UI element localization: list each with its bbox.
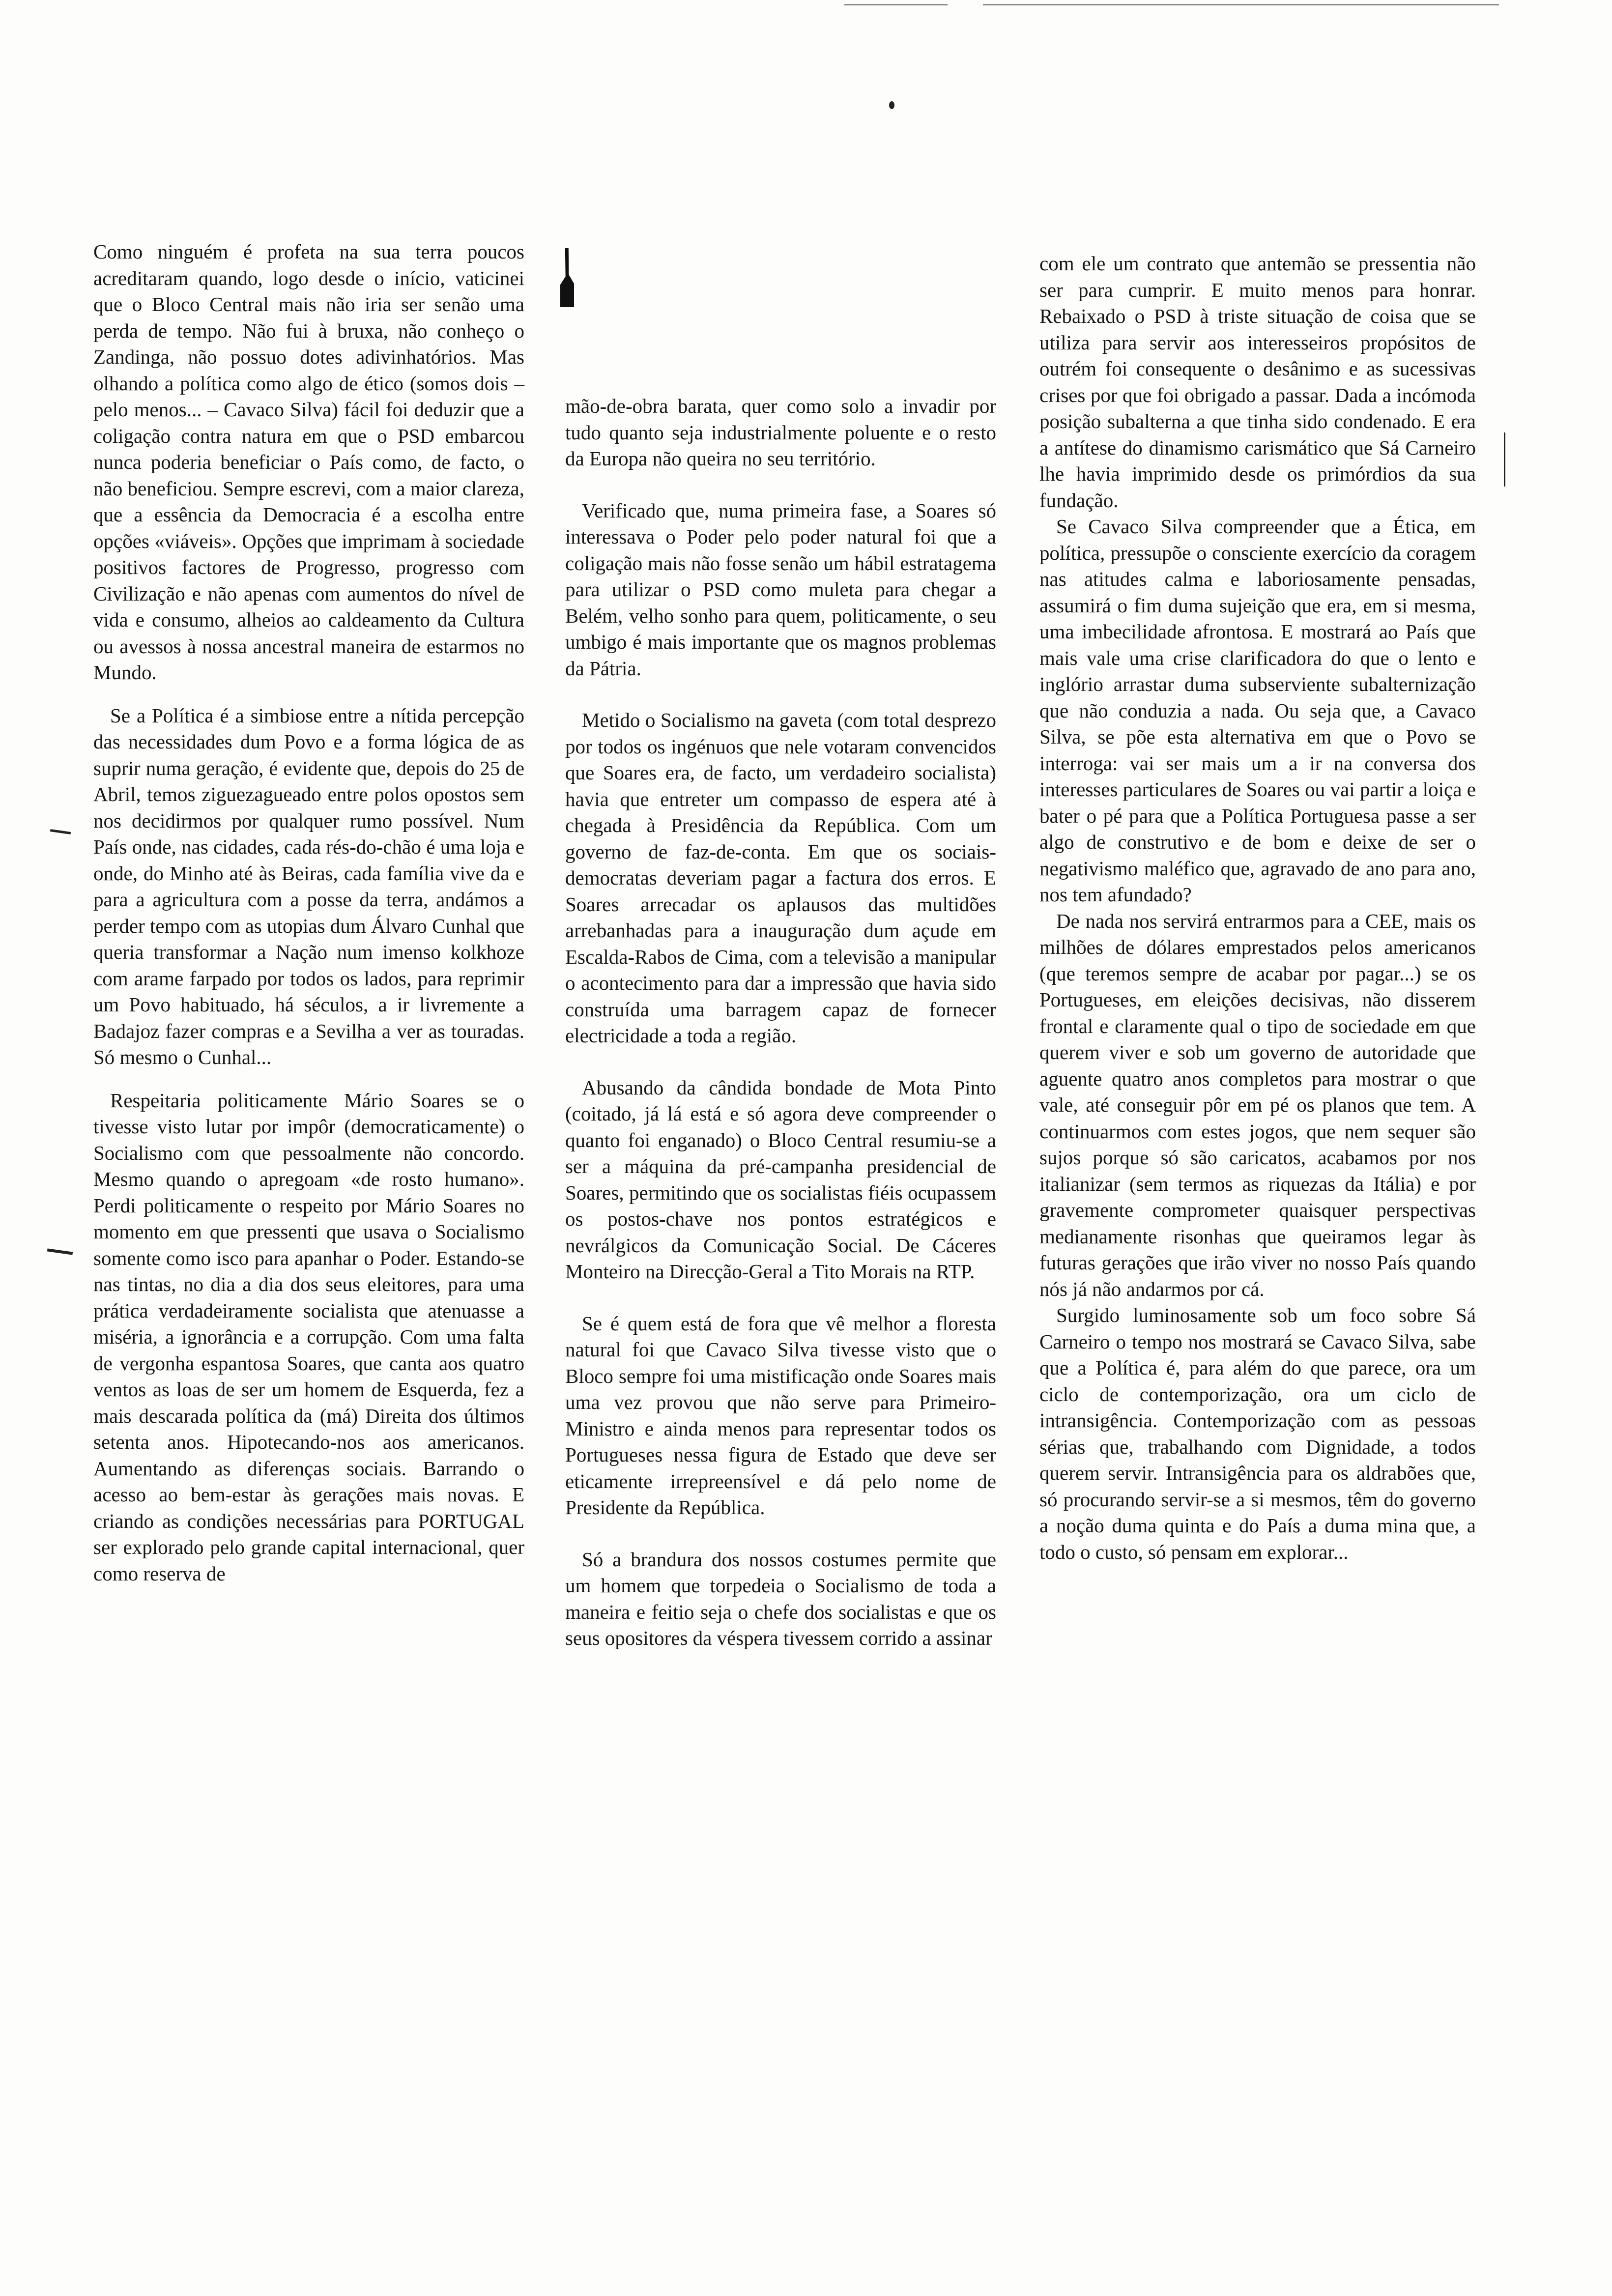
paragraph: Verificado que, numa primeira fase, a Soares só interessava o Poder pelo poder natural foi que a coligação mais não fosse senão um hábil estratagema para utilizar o PSD como muleta para chegar a Belém, velho sonho para quem, politicamente, o seu umbigo é mais importante que os magnos problemas da Pátria. bbox=[565, 499, 996, 680]
paragraph: Metido o Socialismo na gaveta (com total desprezo por todos os ingénuos que nele votaram convencidos que Soares era, de facto, um verdadeiro socialista) havia que entreter um compasso de espera até à chegada à Presidência da República. Com um governo de faz-de-conta. Em que os sociais-democratas deveriam pagar a factura dos erros. E Soares arrecadar os aplausos das multidões arrebanhadas para a inauguração dum açude em Escalda-Rabos de Cima, com a televisão a manipular o acontecimento para dar a impressão que havia sido construída uma barragem capaz de fornecer electricidade a toda a região. bbox=[565, 709, 996, 1047]
article-column-2 bbox=[565, 393, 996, 1652]
paragraph: Como ninguém é profeta na sua terra poucos acreditaram quando, logo desde o início, vaticinei que o Bloco Central mais não iria ser senão uma perda de tempo. Não fui à bruxa, não conheço o Zandinga, não possuo dotes adivinhatórios. Mas olhando a política como algo de ético (somos dois – pelo menos... – Cavaco Silva) fácil foi deduzir que a coligação contra natura em que o PSD embarcou nunca poderia beneficiar o País como, de facto, o não beneficiou. Sempre escrevi, com a maior clareza, que a essência da Democracia é a escolha entre opções «viáveis». Opções que imprimam à sociedade positivos factores de Progresso, progresso com Civilização e não apenas com aumentos do nível de vida e consumo, alheios ao caldeamento da Cultura ou avessos à nossa ancestral maneira de estarmos no Mundo. bbox=[93, 240, 524, 684]
margin-tick bbox=[47, 1248, 73, 1255]
paragraph: Abusando da cândida bondade de Mota Pinto (coitado, já lá está e só agora deve compreender o quanto foi enganado) o Bloco Central resumiu-se a ser a máquina da pré-campanha presidencial de Soares, permitindo que os socialistas fiéis ocupassem os postos-chave nos pontos estratégicos e nevrálgicos da Comunicação Social. De Cáceres Monteiro na Direcção-Geral a Tito Morais na RTP. bbox=[565, 1076, 996, 1283]
paragraph: Surgido luminosamente sob um foco sobre Sá Carneiro o tempo nos mostrará se Cavaco Silva, sabe que a Política é, para além do que parece, ora um ciclo de contemporização, ora um ciclo de intransigência. Contemporização com as pessoas sérias que, trabalhando com Dignidade, a todos querem servir. Intransigência para os aldrabões que, só procurando servir-se a si mesmos, têm do governo a noção duma quinta e do País a duma mina que, a todo o custo, só pensam em explorar... bbox=[1039, 1304, 1476, 1563]
margin-bar bbox=[1504, 432, 1505, 487]
scan-top-line bbox=[844, 4, 948, 5]
article-column-3 bbox=[1039, 251, 1476, 1565]
paragraph: De nada nos servirá entrarmos para a CEE, mais os milhões de dólares emprestados pelos americanos (que teremos sempre de acabar por pagar...) se os Portugueses, em eleições decisivas, não disserem frontal e claramente qual o tipo de sociedade em que querem viver e sob um governo de autoridade que aguente quatro anos completos para mostrar o que vale, até conseguir pôr em pé os planos que tem. A continuarmos com estes jogos, que nem sequer são sujos porque só são caricatos, acabamos por nos italianizar (sem termos as riquezas da Itália) e por gravemente comprometer quaisquer perspectivas medianamente risonhas que queiramos legar às futuras gerações que irão viver no nosso País quando nós já não andarmos por cá. bbox=[1039, 909, 1476, 1300]
paragraph: com ele um contrato que antemão se pressentia não ser para cumprir. E muito menos para honrar. Rebaixado o PSD à triste situação de coisa que se utiliza para servir aos interesseiros propósitos de outrém foi consequente o desânimo e as sucessivas crises por que foi obrigado a passar. Dada a incómoda posição subalterna a que tinha sido condenado. E era a antítese do dinamismo carismático que Sá Carneiro lhe havia imprimido desde os primórdios da sua fundação. bbox=[1039, 252, 1476, 512]
paragraph: Se a Política é a simbiose entre a nítida percepção das necessidades dum Povo e a forma lógica de as suprir numa geração, é evidente que, depois do 25 de Abril, temos ziguezagueado entre polos opostos sem nos decidirmos por qualquer rumo possível. Num País onde, nas cidades, cada rés-do-chão é uma loja e onde, do Minho até às Beiras, cada família vive da e para a agricultura com a posse da terra, andámos a perder tempo com as utopias dum Álvaro Cunhal que queria transformar a Nação num imenso kolkhoze com arame farpado por todos os lados, para reprimir um Povo habituado, há séculos, a ir livremente a Badajoz fazer compras e a Sevilha a ver as touradas. Só mesmo o Cunhal... bbox=[93, 704, 524, 1068]
margin-tick bbox=[50, 829, 71, 834]
scan-top-line bbox=[983, 4, 1499, 5]
column-marker-glyph bbox=[560, 248, 574, 307]
paragraph: mão-de-obra barata, quer como solo a invadir por tudo quanto seja industrialmente poluente e o resto da Europa não queira no seu território. bbox=[565, 395, 996, 470]
paragraph: Se é quem está de fora que vê melhor a floresta natural foi que Cavaco Silva tivesse visto que o Bloco sempre foi uma mistificação onde Soares mais uma vez provou que não serve para Primeiro-Ministro e ainda menos para representar todos os Portugueses nessa figura de Estado que deve ser eticamente irrepreensível e dá pelo nome de Presidente da República. bbox=[565, 1312, 996, 1519]
scan-dot bbox=[889, 101, 894, 109]
paragraph: Respeitaria politicamente Mário Soares se o tivesse visto lutar por impôr (democraticamente) o Socialismo com que pessoalmente não concordo. Mesmo quando o apregoam «de rosto humano». Perdi politicamente o respeito por Mário Soares no momento em que pressenti que usava o Socialismo somente como isco para apanhar o Poder. Estando-se nas tintas, no dia a dia dos seus eleitores, para uma prática verdadeiramente socialista que atenuasse a miséria, a ignorância e a corrupção. Com uma falta de vergonha espantosa Soares, que canta aos quatro ventos as loas de ser um homem de Esquerda, fez a mais descarada política da (má) Direita dos últimos setenta anos. Hipotecando-nos aos americanos. Aumentando as diferenças sociais. Barrando o acesso ao bem-estar às gerações mais novas. E criando as condições necessárias para PORTUGAL ser explorado pelo grande capital internacional, quer como reserva de bbox=[93, 1089, 524, 1585]
paragraph: Se Cavaco Silva compreender que a Ética, em política, pressupõe o consciente exercício da coragem nas atitudes calma e laboriosamente pensadas, assumirá o fim duma sujeição que era, em si mesma, uma imbecilidade afrontosa. E mostrará ao País que mais vale uma crise clarificadora do que o lento e inglório arrastar duma subserviente subalternização que não conduzia a nada. Ou seja que, a Cavaco Silva, se põe esta alternativa em que o Povo se interroga: vai ser mais um a ir na conversa dos interesses particulares de Soares ou vai partir a loiça e bater o pé para que a Política Portuguesa passe a ser algo de construtivo e de bom e deixe de ser o negativismo maléfico que, agravado de ano para ano, nos tem afundado? bbox=[1039, 515, 1476, 906]
paragraph: Só a brandura dos nossos costumes permite que um homem que torpedeia o Socialismo de toda a maneira e feitio seja o chefe dos socialistas e que os seus opositores da véspera tivessem corrido a assinar bbox=[565, 1548, 996, 1649]
article-column-1 bbox=[93, 239, 524, 1587]
